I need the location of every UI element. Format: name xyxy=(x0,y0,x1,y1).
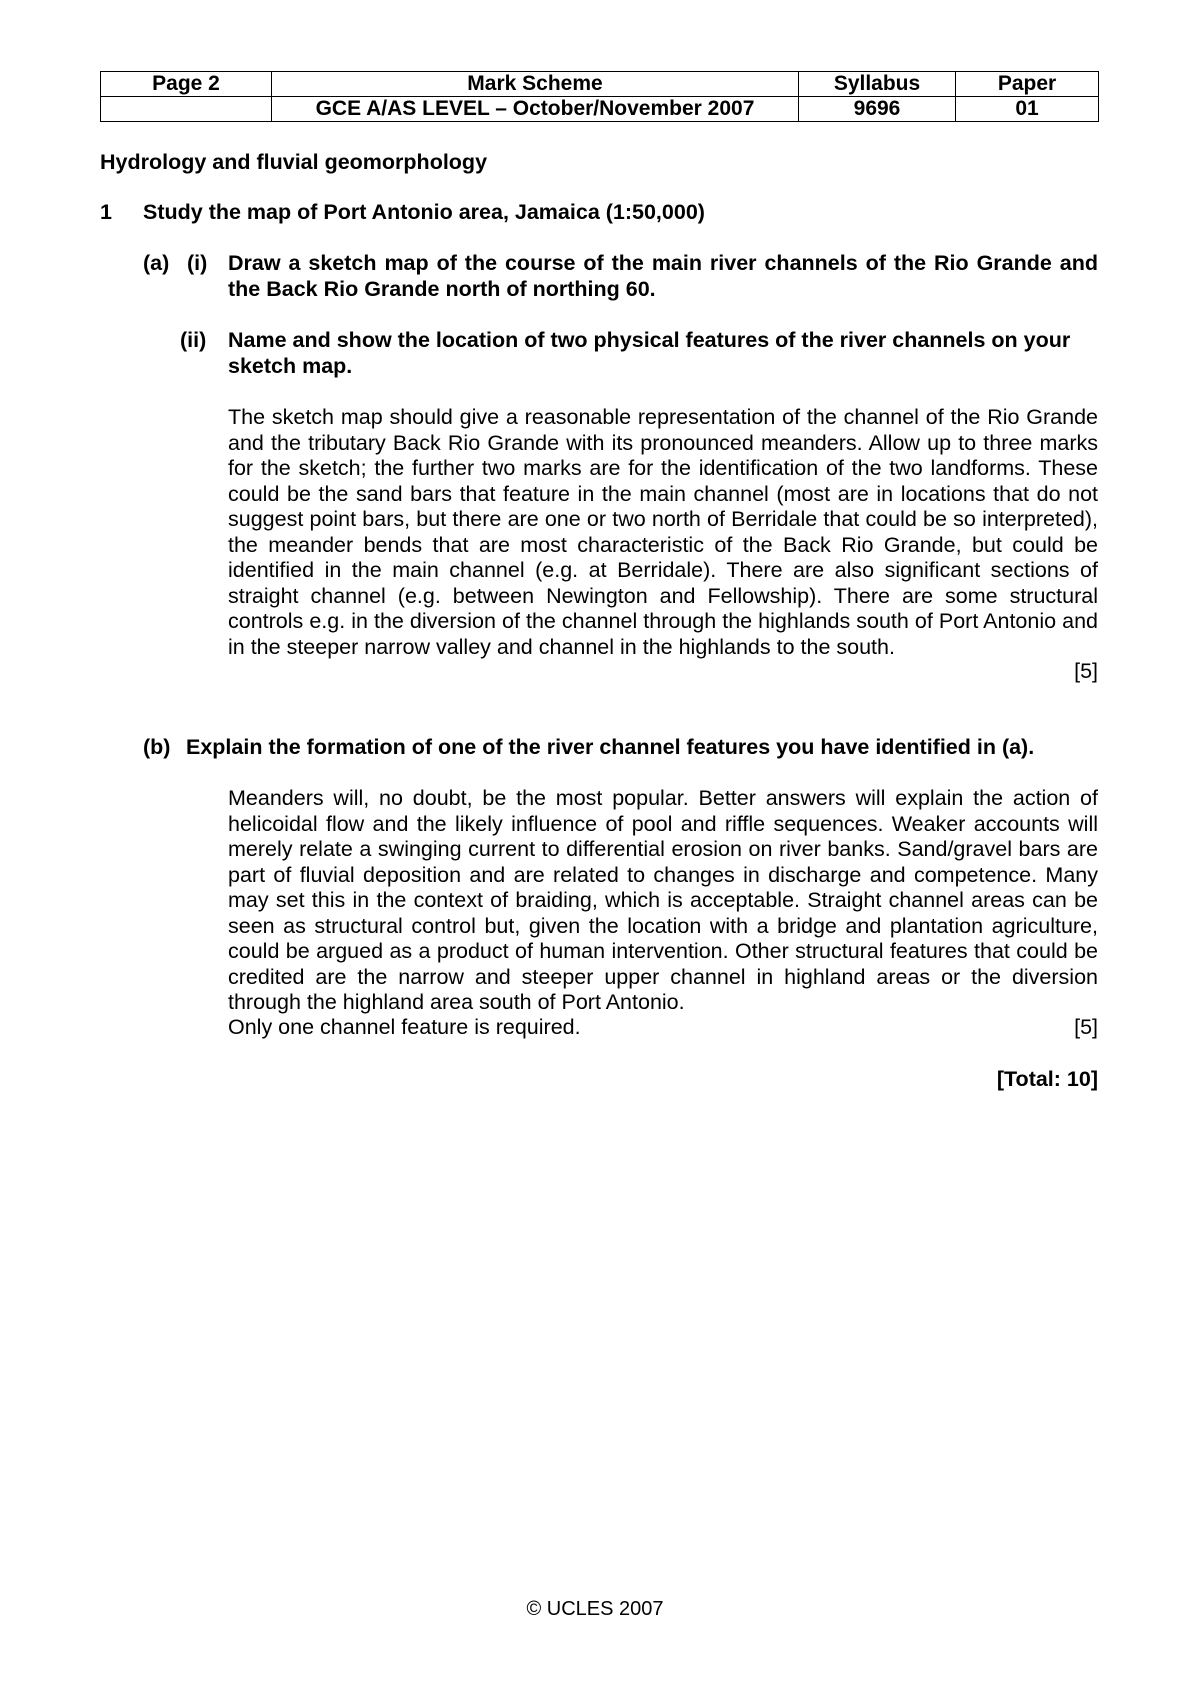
part-a-ii-label: (ii) xyxy=(180,328,207,352)
part-a-i-label: (i) xyxy=(187,251,208,275)
part-b-note: Only one channel feature is required. xyxy=(228,1015,581,1039)
header-page: Page 2 xyxy=(101,72,272,97)
header-paper-label: Paper xyxy=(956,72,1099,97)
header-row-2 xyxy=(101,97,1099,122)
header-syllabus-label: Syllabus xyxy=(799,72,956,97)
header-table xyxy=(100,71,1099,122)
part-a-marks: [5] xyxy=(1074,659,1098,683)
part-a-label: (a) xyxy=(143,251,170,275)
part-b-label: (b) xyxy=(143,735,171,759)
part-b-answer: Meanders will, no doubt, be the most popular. Better answers will explain the action of helicoidal flow and the likely influence of pool and riffle sequences. Weaker accounts will merely relate a swinging current to differential erosion on river banks. Sand/gravel bars are part of fluvial deposition and are related to changes in discharge and competence. Many may set this in the context of braiding, which is acceptable. Straight channel areas can be seen as structural control but, given the location with a bridge and plantation agriculture, could be argued as a product of human intervention. Other structural features that could be credited are the narrow and steeper upper channel in highland areas or the diversion through the highland area south of Port Antonio. xyxy=(228,786,1098,1014)
header-paper-code: 01 xyxy=(956,97,1099,122)
footer-copyright: © UCLES 2007 xyxy=(526,1598,664,1620)
question-number: 1 xyxy=(100,200,112,224)
part-a-ii-text: Name and show the location of two physical features of the river channels on your sketch map. xyxy=(228,328,1071,378)
question-text: Study the map of Port Antonio area, Jamaica (1:50,000) xyxy=(143,200,705,224)
header-exam-session: GCE A/AS LEVEL – October/November 2007 xyxy=(272,97,799,122)
part-a-answer: The sketch map should give a reasonable representation of the channel of the Rio Grande and the tributary Back Rio Grande with its pronounced meanders. Allow up to three marks for the sketch; the further two marks are for the identification of the two landforms. These could be the sand bars that feature in the main channel (most are in locations that do not suggest point bars, but there are one or two north of Berridale that could be so interpreted), the meander bends that are most characteristic of the Back Rio Grande, but could be identified in the main channel (e.g. at Berridale). There are also significant sections of straight channel (e.g. between Newington and Fellowship). There are some structural controls e.g. in the diversion of the channel through the highlands south of Port Antonio and in the steeper narrow valley and channel in the highlands to the south. xyxy=(228,405,1098,659)
total-marks: [Total: 10] xyxy=(996,1067,1098,1091)
section-title: Hydrology and fluvial geomorphology xyxy=(100,150,488,174)
header-row-1 xyxy=(101,72,1099,97)
part-b-text: Explain the formation of one of the river channel features you have identified in (a). xyxy=(186,735,1035,759)
header-doc-title: Mark Scheme xyxy=(272,72,799,97)
part-b-marks: [5] xyxy=(1074,1015,1098,1039)
header-syllabus-code: 9696 xyxy=(799,97,956,122)
header-page-blank xyxy=(101,97,272,122)
part-a-i-text: Draw a sketch map of the course of the main river channels of the Rio Grande and the Back Rio Grande north of northing 60. xyxy=(228,251,1098,301)
